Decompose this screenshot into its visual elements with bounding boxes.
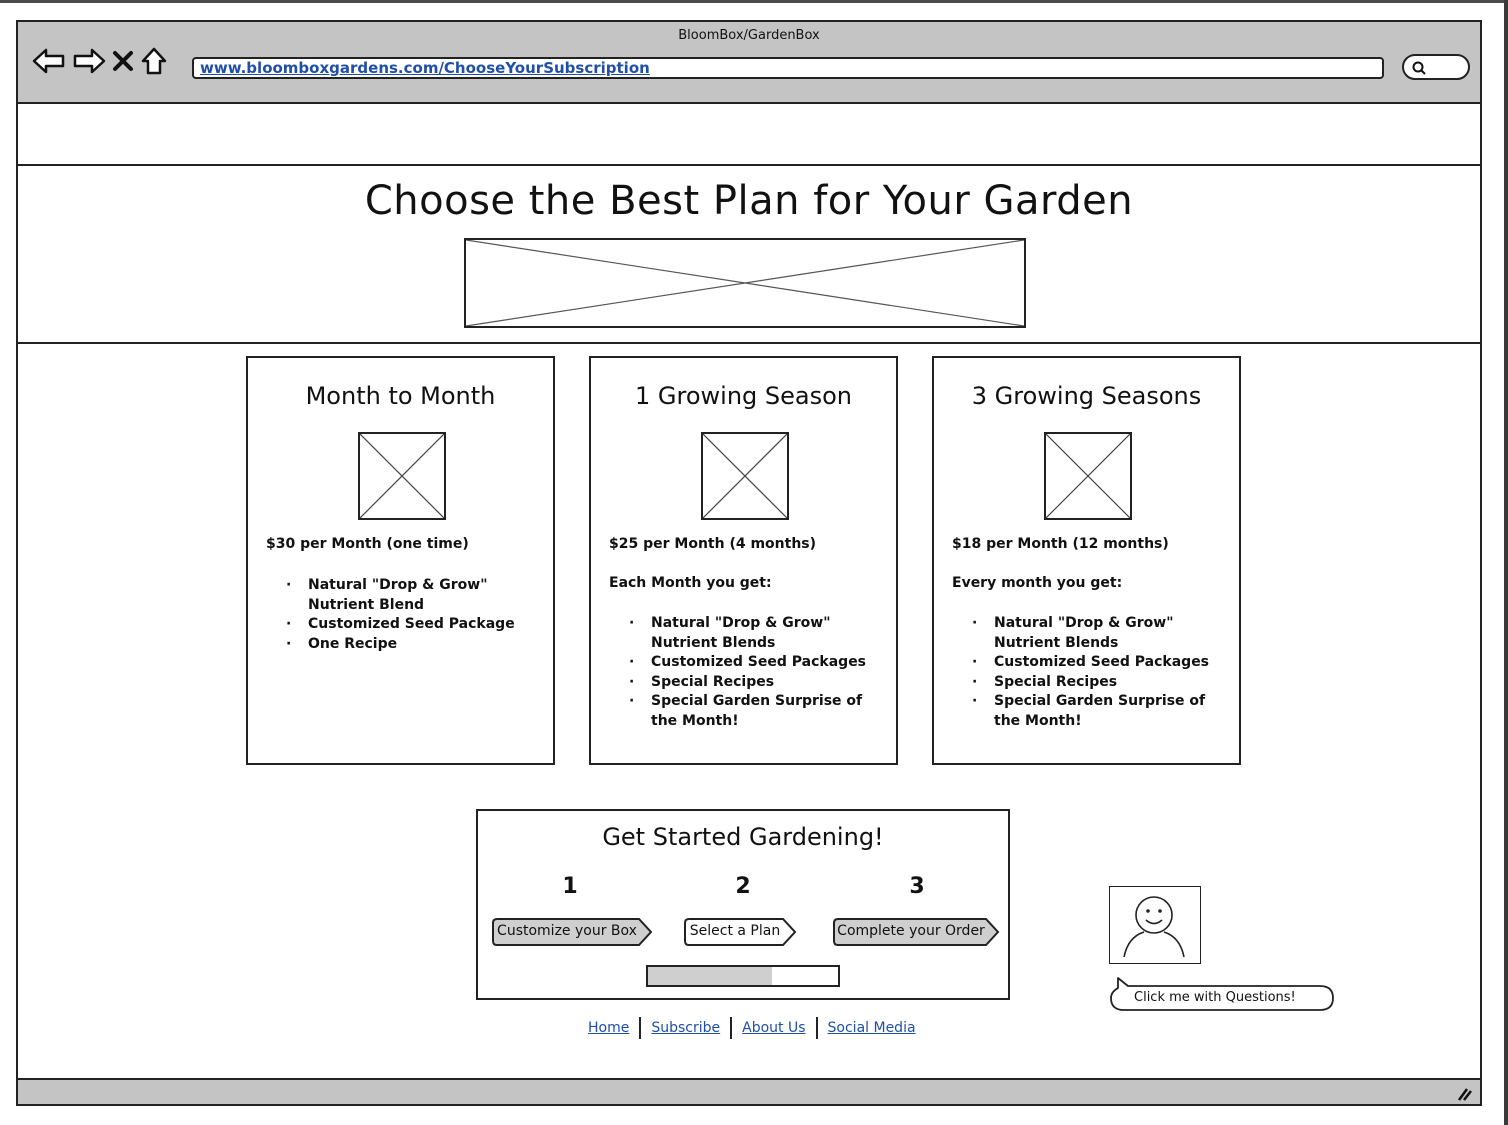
- step-button-label: Select a Plan: [689, 923, 781, 939]
- plan-image-placeholder: [358, 432, 446, 520]
- footer-separator: [730, 1017, 732, 1039]
- plan-intro: Each Month you get:: [609, 575, 772, 591]
- step-number-2: 2: [735, 874, 751, 899]
- step-button-label: Customize your Box: [497, 923, 637, 939]
- step-button-label: Complete your Order: [837, 923, 985, 939]
- footer-link-home[interactable]: Home: [588, 1020, 630, 1036]
- close-icon[interactable]: [112, 49, 134, 73]
- plan-card-month-to-month[interactable]: [246, 356, 555, 765]
- browser-status-bar: [16, 1078, 1482, 1106]
- plan-title: Month to Month: [305, 382, 496, 410]
- list-item: · Customized Seed Package: [286, 615, 526, 635]
- address-bar[interactable]: www.bloomboxgardens.com/ChooseYourSubscription: [192, 57, 1384, 79]
- progress-fill: [648, 967, 772, 985]
- footer-link-subscribe[interactable]: Subscribe: [651, 1020, 721, 1036]
- image-placeholder-icon: [1046, 434, 1130, 518]
- image-placeholder-icon: [466, 240, 1024, 326]
- back-arrow-icon[interactable]: [32, 46, 66, 76]
- plan-card-1-growing-season[interactable]: [589, 356, 898, 765]
- hero-section: [18, 166, 1480, 344]
- hero-image-placeholder: [464, 238, 1026, 328]
- nav-controls: [32, 44, 168, 78]
- progress-bar: [646, 965, 840, 987]
- list-item: · Natural "Drop & Grow" Nutrient Blend: [286, 576, 526, 615]
- footer-nav: [588, 1017, 916, 1039]
- plan-price: $18 per Month (12 months): [952, 536, 1169, 552]
- plan-price: $25 per Month (4 months): [609, 536, 817, 552]
- plan-image-placeholder: [1044, 432, 1132, 520]
- footer-separator: [639, 1017, 641, 1039]
- header-strip: [18, 104, 1480, 166]
- footer-link-social-media[interactable]: Social Media: [827, 1020, 916, 1036]
- get-started-title: Get Started Gardening!: [602, 823, 884, 851]
- step-number-1: 1: [562, 874, 578, 899]
- complete-order-button[interactable]: [832, 917, 1000, 947]
- plan-feature-list: [972, 614, 1212, 731]
- plan-price: $30 per Month (one time): [266, 536, 469, 552]
- image-placeholder-icon: [703, 434, 787, 518]
- select-plan-button[interactable]: [683, 917, 797, 947]
- plan-feature-list: [286, 576, 526, 654]
- home-icon[interactable]: [140, 46, 168, 76]
- plan-title: 3 Growing Seasons: [971, 382, 1202, 410]
- list-item: · Customized Seed Packages: [972, 653, 1212, 673]
- window-title: BloomBox/GardenBox: [678, 28, 820, 43]
- image-placeholder-icon: [360, 434, 444, 518]
- plan-card-3-growing-seasons[interactable]: [932, 356, 1241, 765]
- search-icon: [1412, 60, 1426, 79]
- page-right-edge: [1504, 0, 1508, 1125]
- list-item: · One Recipe: [286, 635, 526, 655]
- browser-toolbar: [18, 22, 1480, 104]
- list-item: · Natural "Drop & Grow" Nutrient Blends: [629, 614, 869, 653]
- help-chat-bubble[interactable]: [1108, 976, 1336, 1014]
- plan-title: 1 Growing Season: [635, 382, 852, 410]
- list-item: · Special Recipes: [629, 673, 869, 693]
- list-item: · Special Garden Surprise of the Month!: [629, 692, 869, 731]
- step-number-3: 3: [909, 874, 925, 899]
- search-field[interactable]: [1402, 54, 1470, 80]
- list-item: · Special Garden Surprise of the Month!: [972, 692, 1212, 731]
- list-item: · Natural "Drop & Grow" Nutrient Blends: [972, 614, 1212, 653]
- customize-box-button[interactable]: [491, 917, 653, 947]
- user-face-icon: [1110, 887, 1200, 963]
- plan-image-placeholder: [701, 432, 789, 520]
- help-avatar[interactable]: [1109, 886, 1201, 964]
- footer-link-about-us[interactable]: About Us: [742, 1020, 806, 1036]
- resize-grip-icon[interactable]: [1456, 1086, 1472, 1105]
- list-item: · Special Recipes: [972, 673, 1212, 693]
- get-started-panel: [476, 809, 1010, 1000]
- forward-arrow-icon[interactable]: [72, 46, 106, 76]
- help-bubble-text: Click me with Questions!: [1134, 990, 1296, 1005]
- list-item: · Customized Seed Packages: [629, 653, 869, 673]
- plan-feature-list: [629, 614, 869, 731]
- plan-intro: Every month you get:: [952, 575, 1123, 591]
- page-top-edge: [0, 0, 1508, 3]
- footer-separator: [816, 1017, 818, 1039]
- page-title: Choose the Best Plan for Your Garden: [364, 178, 1134, 224]
